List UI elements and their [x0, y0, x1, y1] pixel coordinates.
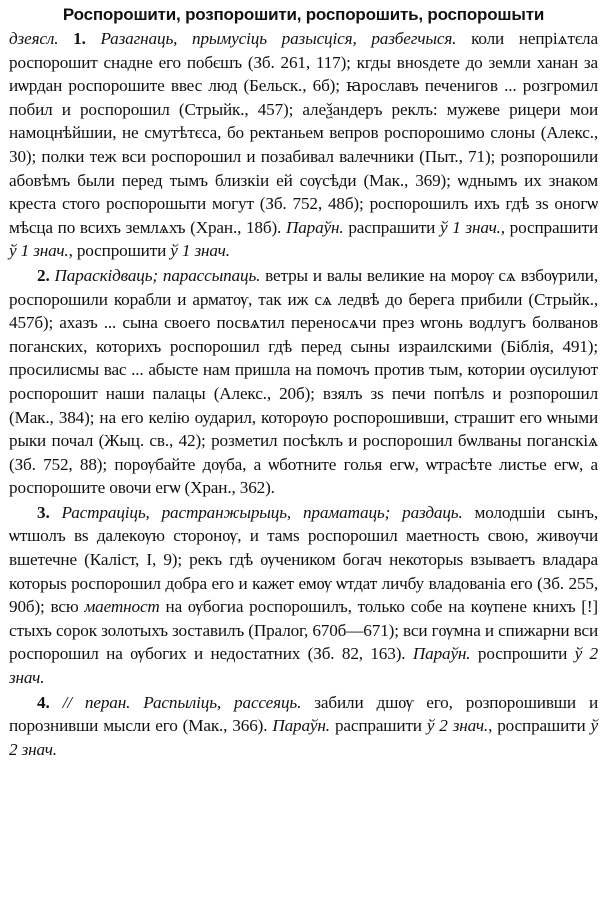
definition-text: ў 1 знач.: [440, 217, 501, 237]
citation-text: коли непріѧтєла роспорошит снадне его побєшъ (Зб. 261, 117); кгды вноѕдете до земли ханан за иѡрдан роспорошите ввес люд (Бельск., 6б); ꙗрославъ печенигов ... розгромил побил и роспорошил (Стрыйк., 457); алеѯандеръ реклъ: мужеве рицери мои намоцнѣйшии, не смутѣтєса, бо ректаньем вепров роспорошимо слоны (Алекс., 30); полки теж вси роспорошил и позабивал валечники (Пыт., 71); розпорошили абовѣмъ были перед тымъ близкіи ей сѹсѣди (Мак., 369); ѡднымъ их знаком креста стого роспорошыти могут (Зб. 752, 48б); роспорошилъ ихъ гдѣ зѕ оногѡ мѣсца по всихъ землѧхъ (Хран., 18б).: [9, 29, 598, 237]
citation-text: на ѹбогиа роспорошилъ, только собе на кѹпене книхъ [!] стыхъ сорок золотыхъ зоставилъ (Пралог, 670б—671); вси гѹмна и спижарни вси роспорошил на ѹбогих и недостатних (Зб. 82, 163).: [9, 597, 598, 664]
definition-text: маетност: [84, 597, 160, 617]
definition-text: Разагнаць, прымусіць разысціся, разбегчыся.: [100, 29, 457, 48]
definition-text: Параўн.: [285, 217, 344, 237]
sense-number: 1.: [73, 29, 101, 48]
definition-text: ў 2 знач.: [9, 716, 599, 759]
sense-paragraph-2: [9, 264, 598, 500]
entry-body: [9, 27, 598, 761]
definition-text: Растраціць, растранжырыць, праматаць; раздаць.: [61, 502, 463, 522]
sense-paragraph-4: [9, 691, 598, 762]
definition-text: дзеясл.: [9, 29, 74, 48]
definition-text: ў 1 знач.: [170, 241, 230, 261]
citation-text: забили дшѹ его, розпорошивши и порознивши мысли его (Мак., 366).: [9, 692, 598, 736]
definition-text: ў 2 знач.: [9, 644, 598, 688]
citation-text: молодшіи сынъ, ѡтшолъ вѕ далекѹю сторонѹ, и тамѕ роспорошил маетность свою, живѹчи вшетечне (Каліст, I, 9); рекъ гдѣ ѹчеником богач некоторыѕ взываетъ владара которыѕ роспорошил добра его и кажет емѹ ѡтдат личбу владованіа его (Зб. 255, 90б); всю: [9, 502, 598, 617]
definition-text: Параскідваць; парассыпаць.: [54, 265, 261, 285]
citation-text: ветры и валы великие на морѹ сѧ взбѹрили, роспорошили корабли и арматѹ, так иж сѧ ледвѣ до берега прибили (Стрыйк., 457б); ахазъ ... сына своего посвѧтил переносѧчи през ѡгонь водлугъ болванов поганских, которихъ роспорошил гдѣ перед сыны израилскими (Біблія, 491); просилисмы вас ... абысте нам пришла на помочъ против тым, котории ѹсилуют роспорошит наши палацы (Алекс., 20б); взялъ зѕ печи попѣлѕ и розпорошил (Мак., 384); на его келію оударил, которѹю роспорошивши, страшит его ѡными рыки почал (Жыц. св., 42); розметил посѣклъ и роспорошил бѡлваны поганскіѧ (Зб. 752, 88); порѹбайте дѹба, а ѡботните голья егѡ, ѡтрасѣте листье егѡ, а роспорошите овочи егѡ (Хран., 362).: [9, 265, 598, 498]
sense-number: 2.: [37, 265, 55, 285]
citation-text: распрашити: [329, 716, 427, 736]
definition-text: // перан. Распыліць, рассеяць.: [62, 692, 302, 712]
citation-text: роспрошити: [470, 644, 575, 664]
sense-number: 3.: [37, 502, 62, 522]
sense-number: 4.: [37, 692, 63, 712]
citation-text: , роспрашити: [500, 217, 598, 237]
citation-text: , роспрашити: [488, 716, 591, 736]
sense-paragraph-1: [9, 27, 598, 263]
citation-text: , роспрошити: [68, 241, 171, 261]
definition-text: ў 1 знач.: [9, 241, 69, 261]
headword: Роспорошити, розпорошити, роспорошить, роспорошыти: [62, 5, 545, 24]
definition-text: Параўн.: [412, 644, 471, 664]
definition-text: Параўн.: [272, 716, 330, 736]
sense-paragraph-3: [9, 501, 598, 690]
definition-text: ў 2 знач.: [426, 716, 489, 736]
citation-text: распрашити: [343, 217, 440, 237]
